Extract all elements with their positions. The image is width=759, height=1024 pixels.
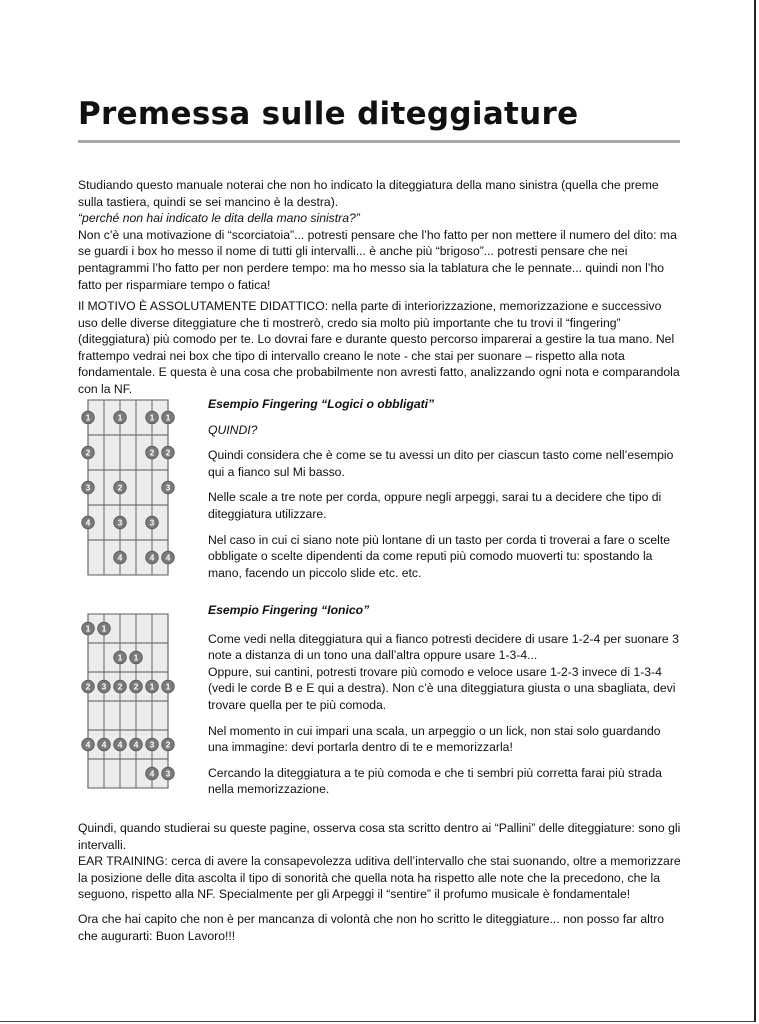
finger-dot xyxy=(162,767,175,780)
closing-paragraph-2: EAR TRAINING: cerca di avere la consapevolezza uditiva dell’intervallo che stai suonando, oltre a memorizzare la posizione delle dita ascolta il tipo di sonorità che quella nota ha rispetto alle note che la precedono, che la seguono, rispetto alla NF. Specialmente per gli Arpeggi il “sentire” il profumo musicale è fondamentale! xyxy=(78,854,681,902)
intro-paragraph-3: Il MOTIVO È ASSOLUTAMENTE DIDATTICO: nella parte di interiorizzazione, memorizzazione e successivo uso delle diverse diteggiature che ti mostrerò, credo sia molto più importante che tu trovi il “fingering” (diteggiatura) più comodo per te. Lo dovrai fare e durante questo percorso imparerai a gestire la tua mano. Nel frattempo vedrai nei box che tipo di intervallo creano le note - che stai per suonare – rispetto alla nota fondamentale. E questa è una cosa che probabilmente non avresti fatto, analizzando ogni nota e comparandola con la NF. xyxy=(78,299,680,396)
finger-dot-label: 3 xyxy=(165,482,171,493)
finger-dot-label: 4 xyxy=(149,768,155,779)
finger-dot xyxy=(162,551,175,564)
finger-dot xyxy=(82,411,95,424)
finger-dot-label: 2 xyxy=(117,482,123,493)
finger-dot-label: 1 xyxy=(133,652,139,663)
finger-dot-label: 1 xyxy=(149,681,155,692)
example2-paragraph-4: Cercando la diteggiatura a te più comoda e che ti sembri più corretta farai più strada nella memorizzazione. xyxy=(208,765,662,797)
finger-dot-label: 2 xyxy=(149,447,155,458)
finger-dot xyxy=(98,738,111,751)
finger-dot xyxy=(98,622,111,635)
finger-dot xyxy=(146,767,159,780)
finger-dot-label: 1 xyxy=(85,412,91,423)
finger-dot-label: 3 xyxy=(101,681,107,692)
finger-dot xyxy=(130,738,143,751)
example2-text xyxy=(208,602,683,798)
finger-dot xyxy=(146,738,159,751)
finger-dot-label: 4 xyxy=(133,739,139,750)
example1-quindi: QUINDI? xyxy=(208,422,258,437)
finger-dot xyxy=(82,516,95,529)
page-title: Premessa sulle diteggiature xyxy=(78,96,579,132)
fretboard-background xyxy=(85,400,168,575)
finger-dot xyxy=(162,411,175,424)
finger-dot xyxy=(146,411,159,424)
finger-dot xyxy=(146,680,159,693)
finger-dot xyxy=(162,446,175,459)
finger-dot xyxy=(114,680,127,693)
fretboard-diagram-logical xyxy=(78,398,178,580)
finger-dot xyxy=(114,551,127,564)
finger-dot-label: 4 xyxy=(85,739,91,750)
finger-dot-label: 4 xyxy=(117,739,123,750)
finger-dot xyxy=(162,680,175,693)
finger-dot-label: 2 xyxy=(165,447,171,458)
finger-dot-label: 4 xyxy=(117,552,123,563)
finger-dot-label: 2 xyxy=(117,681,123,692)
example2-heading: Esempio Fingering “Ionico” xyxy=(208,603,370,617)
fretboard-svg-logical xyxy=(78,398,178,580)
example2-paragraph-3: Nel momento in cui impari una scala, un arpeggio o un lick, non stai solo guardando una immagine: devi portarla dentro di te e memorizzarla! xyxy=(208,723,661,755)
finger-dot xyxy=(146,446,159,459)
fretboard-diagram-ionian xyxy=(78,612,178,790)
finger-dot xyxy=(114,481,127,494)
fretboard-svg-ionian xyxy=(78,612,178,790)
intro-question: “perché non hai indicato le dita della mano sinistra?” xyxy=(78,211,360,226)
finger-dot xyxy=(146,551,159,564)
closing-paragraph-1: Quindi, quando studierai su queste pagine, osserva cosa sta scritto dentro ai “Pallini” delle diteggiature: sono gli intervalli. xyxy=(78,821,681,852)
finger-dot-label: 1 xyxy=(101,623,107,634)
finger-dot-label: 1 xyxy=(117,412,123,423)
intro-paragraph-1: Studiando questo manuale noterai che non ho indicato la diteggiatura della mano sinistra (quella che preme sulla tastiera, quindi se sei mancino è la destra). xyxy=(78,178,659,209)
example2-paragraph-1: Come vedi nella diteggiatura qui a fianco potresti decidere di usare 1-2-4 per suonare 3 note a distanza di un tono una dall’altra oppure usare 1-3-4... xyxy=(208,631,679,663)
finger-dot-label: 2 xyxy=(85,447,91,458)
finger-dot xyxy=(130,680,143,693)
finger-dot xyxy=(114,516,127,529)
finger-dot-label: 3 xyxy=(149,517,155,528)
finger-dot-label: 1 xyxy=(165,412,171,423)
finger-dot-label: 4 xyxy=(149,552,155,563)
finger-dot xyxy=(114,651,127,664)
finger-dot-label: 3 xyxy=(149,739,155,750)
intro-section xyxy=(78,177,683,293)
finger-dot xyxy=(130,651,143,664)
finger-dot-label: 3 xyxy=(85,482,91,493)
finger-dot xyxy=(98,680,111,693)
finger-dot-label: 4 xyxy=(165,552,171,563)
finger-dot-label: 2 xyxy=(85,681,91,692)
example1-paragraph-3: Nel caso in cui ci siano note più lontane di un tasto per corda ti troverai a fare o scelte obbligate o scelte dipendenti da come reputi più comodo muoverti tu: spostando la mano, facendo un piccolo slide etc. etc. xyxy=(208,532,671,580)
finger-dot-label: 2 xyxy=(165,739,171,750)
title-underline xyxy=(78,140,680,143)
example1-paragraph-1: Quindi considera che è come se tu avessi un dito per ciascun tasto come nell’esempio qui a fianco sul Mi basso. xyxy=(208,448,674,479)
finger-dot xyxy=(162,738,175,751)
finger-dot xyxy=(114,738,127,751)
finger-dot-label: 1 xyxy=(149,412,155,423)
finger-dot xyxy=(82,738,95,751)
closing-paragraph-3: Ora che hai capito che non è per mancanza di volontà che non ho scritto le diteggiature... non posso far altro che augurarti: Buon Lavoro!!! xyxy=(78,911,665,943)
finger-dot-label: 3 xyxy=(165,768,171,779)
finger-dot xyxy=(82,446,95,459)
finger-dot xyxy=(114,411,127,424)
finger-dot xyxy=(162,481,175,494)
example1-paragraph-2: Nelle scale a tre note per corda, oppure negli arpeggi, sarai tu a decidere che tipo di diteggiatura utilizzare. xyxy=(208,490,662,521)
closing-section xyxy=(78,820,683,944)
example1-text xyxy=(208,396,683,581)
finger-dot xyxy=(82,622,95,635)
intro-paragraph-2: Non c’è una motivazione di “scorciatoia”... potresti pensare che l’ho fatto per non mettere il numero del dito: ma se guardi i box ho messo il nome di tutti gli intervalli... è anche più “brigoso”... potresti pensare che nei pentagrammi l’ho fatto per non perdere tempo: ma ho messo sia la tablatura che le pennate... quindi non l’ho fatto per risparmiare tempo o fatica! xyxy=(78,227,677,292)
finger-dot xyxy=(82,680,95,693)
example1-heading: Esempio Fingering “Logici o obbligati” xyxy=(208,397,435,411)
finger-dot-label: 1 xyxy=(165,681,171,692)
finger-dot xyxy=(146,516,159,529)
finger-dot-label: 1 xyxy=(117,652,123,663)
example2-paragraph-2: Oppure, sui cantini, potresti trovare più comodo e veloce usare 1-2-3 invece di 1-3-4 (vedi le corde B e E qui a destra). Non c’è una diteggiatura giusta o una sbagliata, devi trovare quella per te più comoda. xyxy=(208,664,676,712)
finger-dot-label: 4 xyxy=(101,739,107,750)
finger-dot xyxy=(82,481,95,494)
finger-dot-label: 1 xyxy=(85,623,91,634)
finger-dot-label: 2 xyxy=(133,681,139,692)
finger-dot-label: 4 xyxy=(85,517,91,528)
finger-dot-label: 3 xyxy=(117,517,123,528)
